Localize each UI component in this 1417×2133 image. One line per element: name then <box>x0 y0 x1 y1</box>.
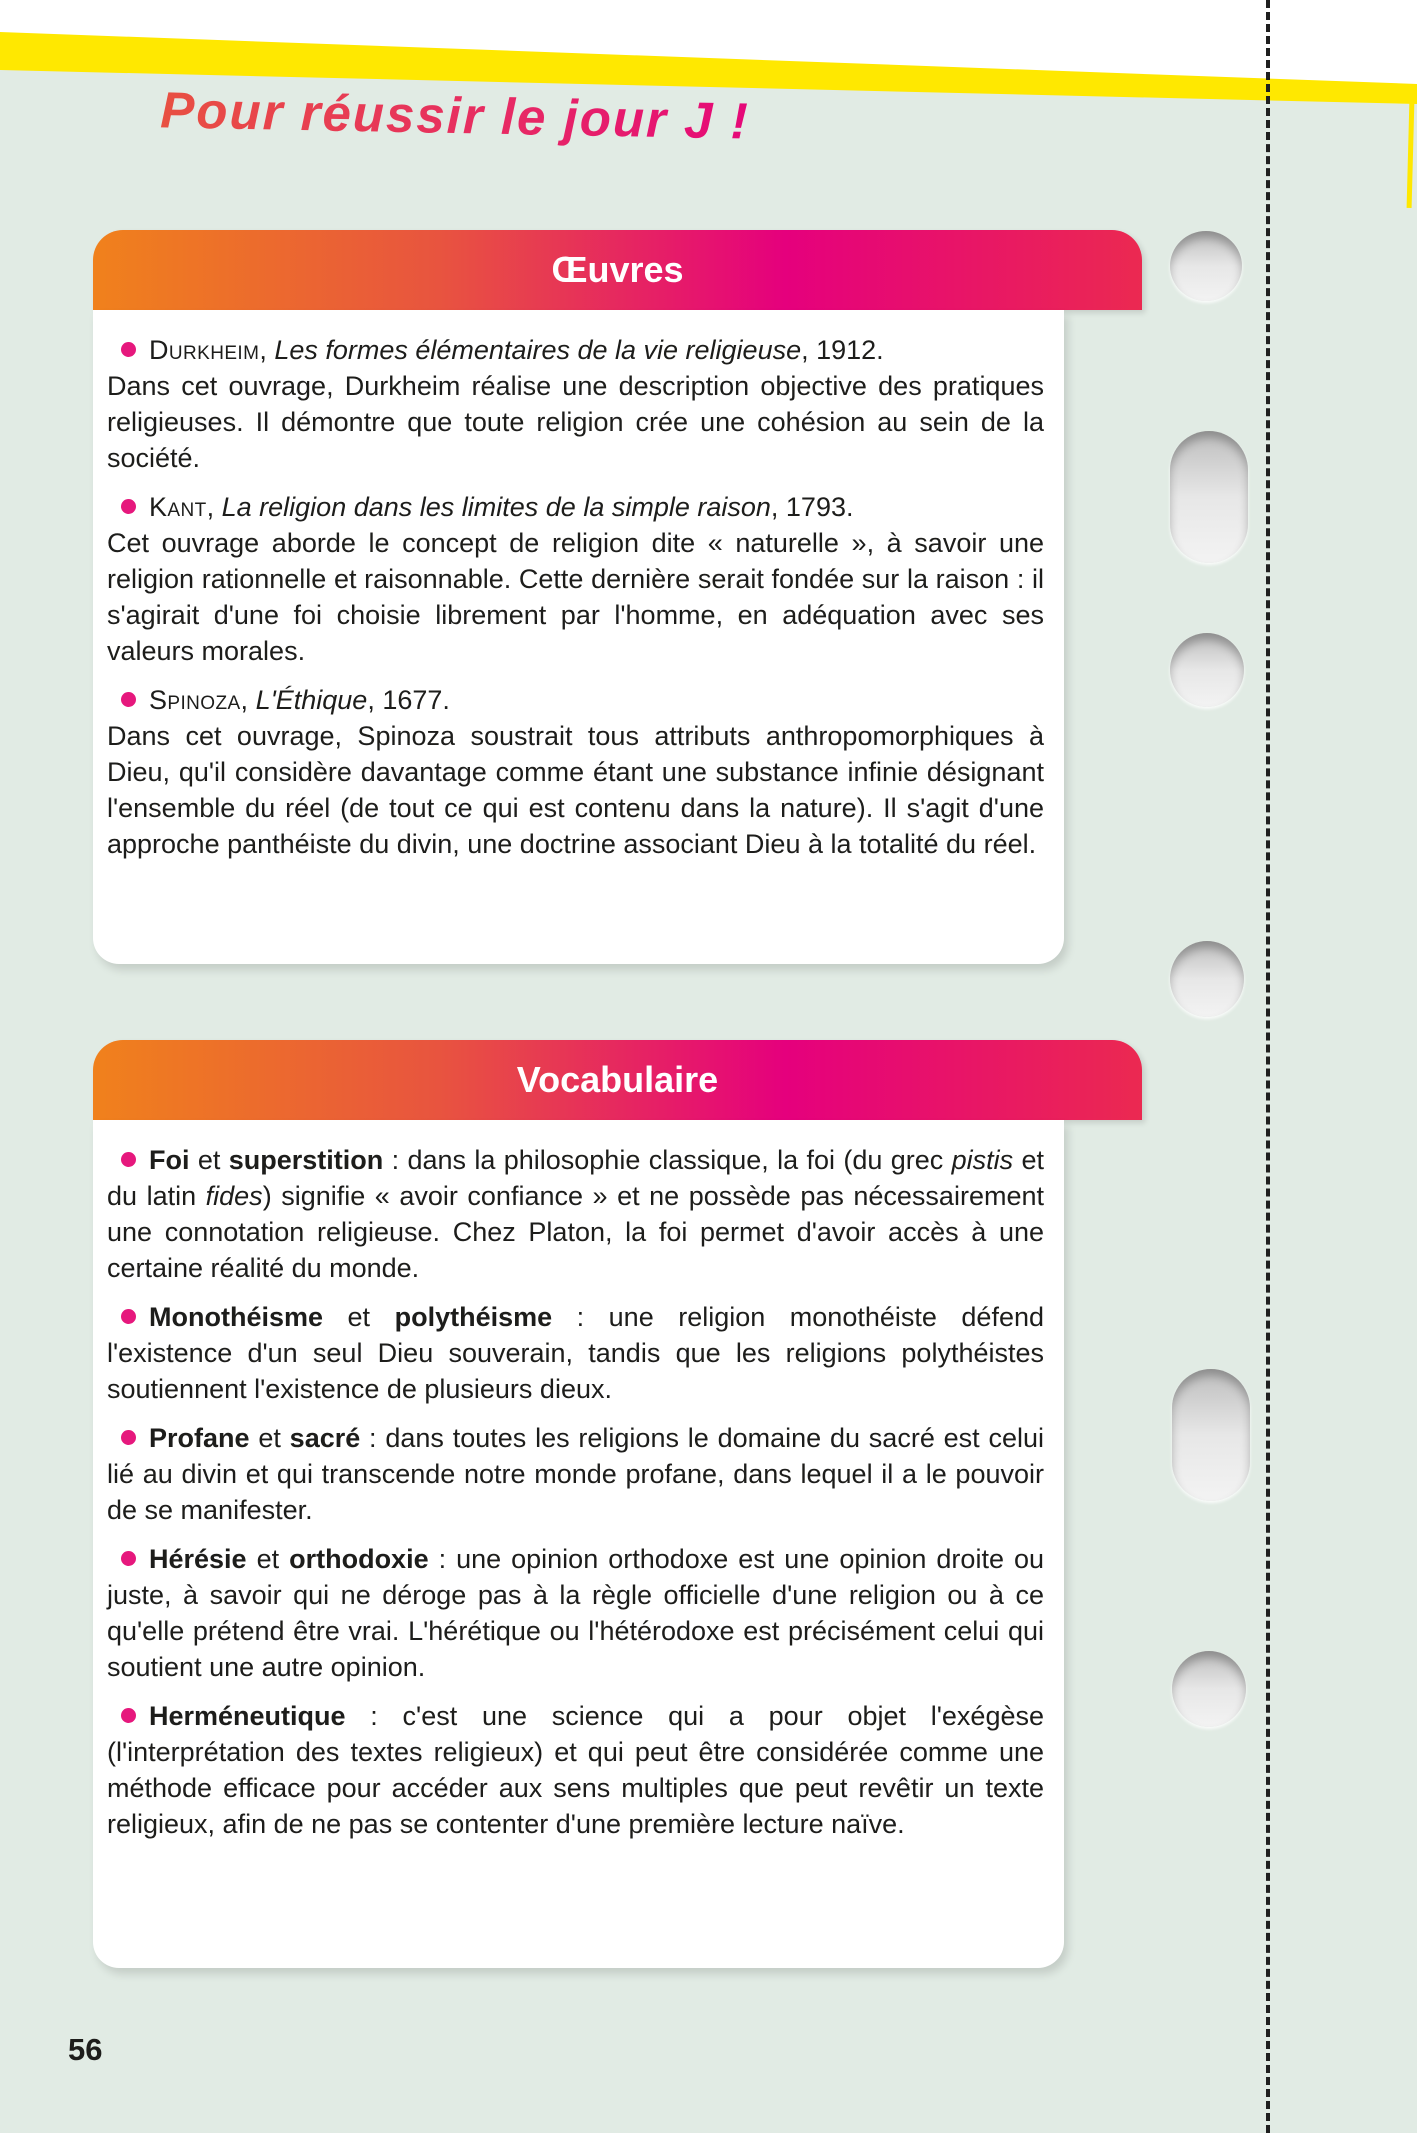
bullet-icon <box>121 342 136 357</box>
item-text: Hérésie et orthodoxie : une opinion orthodoxe est une opinion droite ou juste, à savoir qui ne déroge pas à la règle officielle d'une religion ou à ce qu'elle prétend être vrai. L'hérétique ou l'hétérodoxe est précisément celui qui soutient une autre opinion. <box>107 1544 1044 1682</box>
list-item <box>107 1698 1044 1842</box>
bullet-icon <box>121 1551 136 1566</box>
item-text: Durkheim, Les formes élémentaires de la vie religieuse, 1912. Dans cet ouvrage, Durkheim réalise une description objective des pratiques religieuses. Il démontre que toute religion crée une cohésion au sein de la société. <box>107 335 1044 473</box>
item-text: Spinoza, L'Éthique, 1677. Dans cet ouvrage, Spinoza soustrait tous attributs anthropomorphiques à Dieu, qu'il considère davantage comme étant une substance infinie désignant l'ensemble du réel (de tout ce qui est contenu dans la nature). Il s'agit d'une approche panthéiste du divin, une doctrine associant Dieu à la totalité du réel. <box>107 685 1044 859</box>
section-body-oeuvres <box>93 310 1064 964</box>
binder-hole-icon <box>1172 1651 1246 1727</box>
list-item <box>107 1541 1044 1685</box>
item-text: Kant, La religion dans les limites de la simple raison, 1793. Cet ouvrage aborde le concept de religion dite « naturelle », à savoir une religion rationnelle et raisonnable. Cette dernière serait fondée sur la raison : il s'agirait d'une foi choisie librement par l'homme, en adéquation avec ses valeurs morales. <box>107 492 1044 666</box>
binder-hole-icon <box>1170 231 1242 301</box>
list-item <box>107 1299 1044 1407</box>
section-body-vocabulaire <box>93 1120 1064 1968</box>
page-number: 56 <box>68 2032 103 2067</box>
bullet-icon <box>121 1430 136 1445</box>
item-text: Profane et sacré : dans toutes les religions le domaine du sacré est celui lié au divin et qui transcende notre monde profane, dans lequel il a le pouvoir de se manifester. <box>107 1423 1044 1525</box>
item-text: Herméneutique : c'est une science qui a pour objet l'exégèse (l'interprétation des textes religieux) et qui peut être considérée comme une méthode efficace pour accéder aux sens multiples que peut revêtir un texte religieux, afin de ne pas se contenter d'une première lecture naïve. <box>107 1701 1044 1839</box>
binder-hole-icon <box>1170 633 1244 707</box>
list-item <box>107 682 1044 862</box>
list-item <box>107 489 1044 669</box>
section-card-vocabulaire <box>93 1040 1142 1968</box>
bullet-icon <box>121 692 136 707</box>
tear-dashed-line <box>1266 0 1270 2133</box>
section-card-oeuvres <box>93 230 1142 964</box>
list-item <box>107 332 1044 476</box>
list-item <box>107 1420 1044 1528</box>
bullet-icon <box>121 499 136 514</box>
bullet-icon <box>121 1152 136 1167</box>
list-item <box>107 1142 1044 1286</box>
bullet-icon <box>121 1309 136 1324</box>
section-header-oeuvres: Œuvres <box>93 230 1142 310</box>
item-text: Monothéisme et polythéisme : une religion monothéiste défend l'existence d'un seul Dieu souverain, tandis que les religions polythéistes soutiennent l'existence de plusieurs dieux. <box>107 1302 1044 1404</box>
binder-hole-icon <box>1170 941 1244 1017</box>
section-header-vocabulaire: Vocabulaire <box>93 1040 1142 1120</box>
binder-hole-icon <box>1170 431 1248 563</box>
binder-hole-icon <box>1172 1369 1250 1501</box>
page-title: Pour réussir le jour J ! <box>104 79 805 151</box>
bullet-icon <box>121 1708 136 1723</box>
item-text: Foi et superstition : dans la philosophie classique, la foi (du grec pistis et du latin fides) signifie « avoir confiance » et ne possède pas nécessairement une connotation religieuse. Chez Platon, la foi permet d'avoir accès à une certaine réalité du monde. <box>107 1145 1044 1283</box>
